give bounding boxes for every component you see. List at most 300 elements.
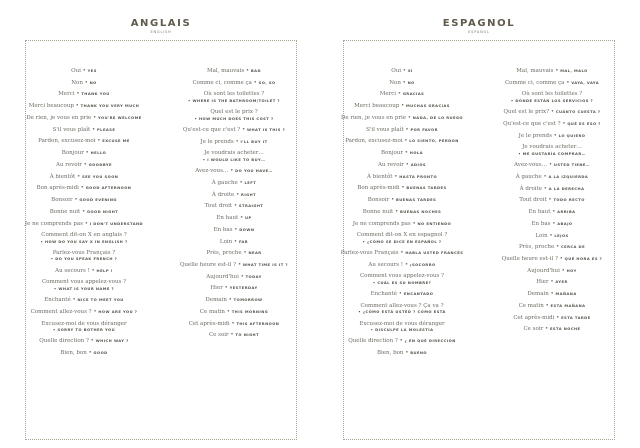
phrase-row [16,174,152,180]
bullet-separator: • [389,197,396,204]
phrase-row [484,315,620,321]
translation-line [16,239,152,245]
translation: CERCA DE [560,245,586,250]
translation: POR FAVOR [410,127,438,132]
bullet-separator: • [372,280,378,285]
phrase-row [334,232,470,244]
french-phrase: Cet après-midi [188,320,230,327]
translation: YES [87,69,97,73]
phrase-row [484,303,620,309]
phrase-row [484,121,620,127]
translation: QUÉ HORA ES ? [564,257,603,262]
translation: GOOD EVENING [79,198,117,203]
phrase-row [16,268,152,274]
bullet-separator: • [553,68,561,74]
phrase-row [16,68,152,74]
translation: ME GUSTARÍA COMPRAR… [522,151,586,156]
bullet-separator: • [393,208,400,215]
phrase-row [334,68,470,74]
translation: BAD [250,69,261,73]
french-phrase: Bonne nuit [49,208,81,215]
bullet-separator: • [543,302,551,309]
french-phrase: Bien, bon [60,350,87,357]
bullet-separator: • [403,150,410,157]
translation: YESTERDAY [229,286,258,291]
bullet-separator: • [403,126,411,133]
bullet-separator: • [403,161,411,168]
bullet-separator: • [518,151,523,156]
phrase-row [334,350,470,356]
bullet-separator: • [228,168,236,175]
translation: DISCULPE LA MOLESTIA [375,327,434,332]
french-phrase: De rien, je vous en prie [26,114,92,121]
bullet-separator: • [224,308,232,315]
bullet-separator: • [82,220,90,227]
phrase-row [16,80,152,86]
bullet-separator: • [510,98,516,103]
french-phrase: Loin [219,238,233,245]
phrase-row [484,174,620,180]
phrase-row [484,244,620,250]
translation: A LA IZQUIERDA [548,174,589,179]
phrase-row [16,338,152,344]
bullet-separator: • [403,350,411,357]
translation: ¡SOCORRO [409,262,436,267]
translation: THIS MORNING [231,309,269,314]
french-phrase: Je ne comprends pas [24,220,83,227]
translation: WHAT TIME IS IT ? [242,263,289,268]
translation: HELLO [90,151,107,156]
bullet-separator: • [232,226,240,233]
bullet-separator: • [358,310,363,315]
bullet-separator: • [86,350,94,357]
translation: BUENAS TARDES [406,186,447,191]
french-phrase: Comment allez-vous ? [30,308,92,315]
phrase-row [484,80,620,86]
french-phrase: Quel est le prix? [503,109,550,116]
translation: A LA DERECHA [548,186,585,191]
bullet-separator: • [399,185,407,192]
french-phrase: Oui [391,68,402,74]
french-phrase: Aujourd'hui [206,273,239,280]
french-phrase: Je voudrais acheter… [522,144,582,151]
translation: MUCHAS GRACIAS [406,104,450,109]
phrase-row [16,197,152,203]
bullet-separator: • [542,185,549,192]
french-phrase: Mal, mauvais [516,68,554,74]
translation: NADA, DE LO RUEGO [412,115,464,120]
phrase-row [166,192,302,198]
french-phrase: Je le prends [518,132,552,139]
french-phrase: Merci [58,91,75,98]
bullet-separator: • [228,332,236,339]
bullet-separator: • [81,161,89,168]
bullet-separator: • [548,291,556,298]
phrase-row [484,133,620,139]
french-phrase: Quelle heure est-il ? [501,256,558,263]
phrase-row [484,221,620,227]
phrase-column [334,68,470,362]
bullet-separator: • [399,103,407,110]
translation: NO [407,80,415,85]
phrase-column [166,68,302,344]
bullet-separator: • [72,197,80,204]
translation: WHICH WAY ? [95,339,129,344]
french-phrase: Demain [527,291,549,298]
phrase-row [166,285,302,291]
translation: HOW ARE YOU ? [98,309,138,314]
french-phrase: Merci [379,91,397,98]
page-right-spanish [326,16,632,440]
french-phrase: Oui [71,68,81,74]
phrase-row [334,103,470,109]
bullet-separator: • [187,98,193,103]
bullet-separator: • [547,162,554,169]
bullet-separator: • [89,267,97,274]
bullet-separator: • [90,126,98,133]
bullet-separator: • [251,79,259,86]
phrase-row [334,221,470,227]
french-phrase: En bas [213,226,233,233]
translation-line [166,157,302,163]
bullet-separator: • [547,232,555,239]
french-phrase: Près, proche [518,244,555,251]
phrase-row [334,150,470,156]
french-phrase: Comment vous appelez-vous ? [359,273,445,280]
french-phrase: De rien, je vous en prie [340,114,406,121]
phrase-row [166,332,302,338]
page-subtitle: ENGLISH [150,30,172,34]
phrase-row [334,262,470,268]
phrase-row [16,138,152,144]
bullet-separator: • [396,91,403,98]
phrase-row [334,162,470,168]
french-phrase: S'il vous plaît [52,126,91,133]
french-phrase: Parlez-vous Français ? [52,250,116,257]
french-phrase: Demain [205,297,227,304]
bullet-separator: • [229,320,237,327]
bullet-separator: • [557,256,565,263]
phrase-row [16,209,152,215]
translation: BUENAS NOCHES [400,209,442,214]
french-phrase: Bonsoir [367,197,390,204]
translation: HABLA USTED FRANCÉS [405,251,464,256]
phrase-row [334,209,470,215]
french-phrase: Merci beaucoup [28,103,74,110]
french-phrase: Bon après-midi [357,185,400,192]
bullet-separator: • [402,138,410,145]
translation: GOOD [93,351,108,356]
french-phrase: Qu'est-ce que c'est ? [503,120,561,127]
page-subtitle: ESPAÑOL [468,30,490,34]
bullet-separator: • [548,279,556,286]
phrase-row [334,91,470,97]
french-phrase: Au revoir [377,161,404,168]
french-phrase: Excusez-moi de vous déranger [41,320,127,327]
translation: GOODBYE [88,162,112,167]
french-phrase: Bonjour [380,150,404,157]
phrase-row [166,239,302,245]
translation: ENCANTADO [403,292,434,297]
phrase-row [16,162,152,168]
phrase-row [166,91,302,103]
bullet-separator: • [233,138,241,145]
translation: WHAT IS THIS ? [247,127,286,132]
french-phrase: Quelle direction ? [348,338,398,345]
french-phrase: Au secours ! [55,267,90,274]
bullet-separator: • [554,244,561,251]
french-phrase: Tout droit [204,203,233,210]
translation: ¿CÓMO ESTÁ USTED ? CÓMO ESTÁ [362,310,446,315]
phrase-row [16,350,152,356]
translation: FAR [238,239,249,244]
bullet-separator: • [398,250,406,257]
french-phrase: S'il vous plaît [366,126,404,133]
translation: DO YOU HAVE… [235,169,273,174]
bullet-separator: • [70,297,78,304]
phrase-row [334,115,470,121]
phrase-row [16,103,152,109]
french-phrase: Je le prends [200,138,234,145]
translation: GOOD NIGHT [87,209,119,214]
phrase-row [16,279,152,291]
french-phrase: À droite [211,191,235,198]
bullet-separator: • [75,173,82,180]
phrase-row [334,291,470,297]
french-phrase: Excusez-moi de vous déranger [359,320,445,327]
bullet-separator: • [564,79,572,86]
bullet-separator: • [410,220,418,227]
french-phrase: Où sont les toilettes ? [521,91,583,98]
phrase-row [166,297,302,303]
phrase-row [334,338,470,344]
bullet-separator: • [226,297,234,304]
translation: USTED TIENE… [553,163,591,168]
french-phrase: Comme ci, comme ça [192,79,252,86]
french-phrase: Ce soir [523,326,544,333]
translation: DOWN [239,227,255,232]
french-phrase: À bientôt [49,173,76,180]
french-phrase: Comme ci, comme ça [504,79,565,86]
translation: LO QUIERO [558,133,586,138]
french-phrase: Loin [535,232,548,239]
phrase-row [334,138,470,144]
french-phrase: En haut [528,209,551,216]
french-phrase: Bonjour [61,150,84,157]
phrase-row [484,186,620,192]
translation: CUÁL ES SU NOMBRE? [377,280,432,285]
phrase-row [166,309,302,315]
bullet-separator: • [543,326,550,333]
translation-line [334,280,470,286]
translation: QUÉ ES ESO ? [567,121,601,126]
translation: GRACIAS [402,92,425,97]
french-phrase: Ce matin [518,302,544,309]
bullet-separator: • [549,109,556,116]
phrase-row [334,321,470,333]
bullet-separator: • [546,197,554,204]
translation: NO ENTIENDO [417,221,452,226]
translation-line [16,256,152,262]
french-phrase: Bonsoir [51,197,73,204]
french-phrase: Cet après-midi [513,314,555,321]
bullet-separator: • [240,126,247,133]
phrase-row [16,297,152,303]
phrase-row [16,91,152,97]
translation: SÍ [407,69,413,73]
bullet-separator: • [554,314,562,321]
phrase-row [484,268,620,274]
translation: ESTA TARDE [561,315,591,320]
french-phrase: Parlez-vous Français [340,250,399,257]
french-phrase: Avez-vous… [513,162,548,169]
translation: HELP ! [96,268,113,273]
french-phrase: Où sont les toilettes ? [203,91,265,98]
translation: STRAIGHT [238,204,264,209]
bullet-separator: • [397,291,404,298]
french-phrase: Quel est le prix ? [210,109,258,116]
translation: THANK YOU VERY MUCH [80,104,140,109]
bullet-separator: • [237,179,245,186]
phrase-row [166,262,302,268]
translation: ESTA NOCHE [549,327,581,332]
phrase-row [166,80,302,86]
translation-line [334,327,470,333]
translation: BUENAS TARDES [395,198,437,203]
phrase-row [334,250,470,256]
bullet-separator: • [91,308,99,315]
phrase-row [166,227,302,233]
french-phrase: À gauche [211,179,238,186]
phrase-row [166,68,302,74]
bullet-separator: • [403,261,410,268]
bullet-separator: • [232,238,239,245]
translation: SEE YOU SOON [81,174,119,179]
phrase-row [484,144,620,156]
translation-line [16,286,152,292]
phrase-row [16,127,152,133]
translation: UP [245,216,252,221]
phrase-row [484,209,620,215]
phrase-row [334,273,470,285]
bullet-separator: • [232,203,239,210]
french-phrase: Hier [210,285,223,292]
translation: ARRIBA [557,210,576,215]
translation: LO SIENTO, PERDON [409,139,459,144]
bullet-separator: • [550,209,558,216]
bullet-separator: • [40,239,45,244]
bullet-separator: • [560,120,568,127]
translation: GOOD AFTERNOON [85,186,132,191]
french-phrase: Pardon, excusez-moi [345,138,403,145]
translation: DO YOU SPEAK FRENCH ? [55,257,118,262]
bullet-separator: • [95,138,103,145]
french-phrase: Mal, mauvais [207,68,245,74]
phrase-row [16,232,152,244]
translation: THIS AFTERNOON [236,321,280,326]
bullet-separator: • [401,68,408,74]
french-phrase: Bon après-midi [36,185,79,192]
translation: BUENO [410,351,427,356]
phrase-row [334,174,470,180]
french-phrase: Qu'est-ce que c'est ? [182,126,241,133]
french-phrase: Comment vous appelez-vous ? [41,279,127,286]
french-phrase: Je ne comprends pas [352,220,411,227]
translation: TODO RECTO [553,198,585,203]
phrase-row [484,279,620,285]
translation: TODAY [245,274,262,279]
bullet-separator: • [244,68,251,74]
page-title: ANGLAIS [130,18,192,29]
french-phrase: Comment dit-on X en espagnol ? [356,232,448,239]
phrase-row [484,91,620,103]
translation: LEFT [244,180,257,185]
translation: LEJOS [554,233,569,238]
bullet-separator: • [406,114,413,121]
phrase-row [484,68,620,74]
phrase-row [166,274,302,280]
translation: MAL, MALO [560,69,588,73]
bullet-separator: • [397,338,405,345]
translation: THANK YOU [81,92,110,97]
translation: ESTA MAÑANA [550,303,586,308]
french-phrase: En haut [216,215,239,222]
page-title: ESPAGNOL [442,18,516,29]
phrase-row [16,115,152,121]
translation-line [16,327,152,333]
phrase-row [334,127,470,133]
translation-line [484,98,620,104]
phrase-row [16,150,152,156]
translation-line [166,98,302,104]
translation-line [484,151,620,157]
french-phrase: Au revoir [55,161,82,168]
phrase-row [166,321,302,327]
translation: I WOULD LIKE TO BUY… [207,157,266,162]
french-phrase: Enchanté [44,297,71,304]
phrase-row [484,291,620,297]
phrase-row [334,303,470,315]
translation: AYER [555,280,568,285]
translation: PLEASE [97,127,116,132]
bullet-separator: • [78,185,86,192]
phrase-row [334,185,470,191]
french-phrase: Non [71,79,83,86]
phrase-column [16,68,152,362]
translation-line [166,116,302,122]
bullet-separator: • [559,267,567,274]
translation: CUÁNTO CUESTA ? [555,110,601,115]
translation: VAYA, VAYA [571,80,600,85]
translation: RIGHT [241,192,257,197]
translation: WHERE IS THE BATHROOM/TOILET ? [192,98,280,103]
translation: TO NIGHT [235,333,260,338]
bullet-separator: • [392,173,400,180]
bullet-separator: • [80,68,88,74]
translation: SO, SO [258,80,276,85]
page-left-english [8,16,314,440]
bullet-separator: • [541,173,549,180]
phrase-row [16,321,152,333]
translation: WHAT IS YOUR NAME ? [58,286,115,291]
french-phrase: Au secours ! [368,261,404,268]
phrase-row [166,127,302,133]
french-phrase: Quelle direction ? [39,338,89,345]
french-phrase: À gauche [515,173,542,180]
phrase-column [484,68,620,338]
french-phrase: À droite [519,185,543,192]
translation: MAÑANA [555,292,577,297]
